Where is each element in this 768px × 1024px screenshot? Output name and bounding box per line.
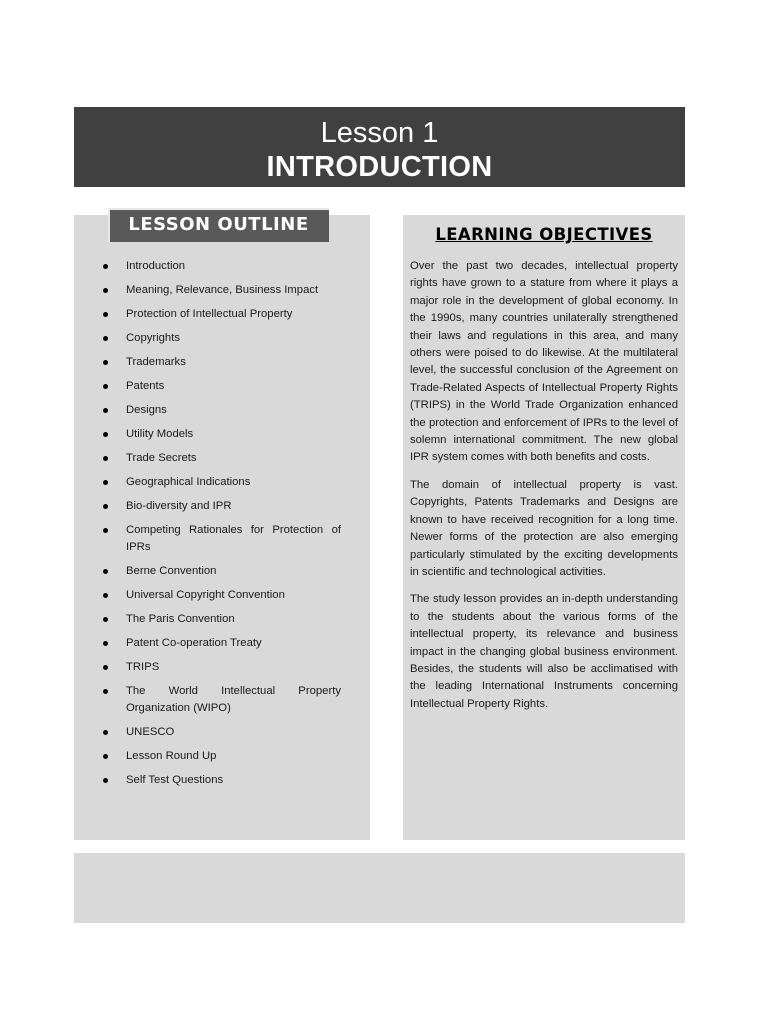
list-item: Self Test Questions (100, 772, 341, 789)
bullet-icon (103, 312, 108, 317)
lesson-title: INTRODUCTION (266, 151, 493, 183)
list-item: Designs (100, 402, 341, 419)
list-item: Patent Co-operation Treaty (100, 635, 341, 652)
list-item: Trademarks (100, 354, 341, 371)
lesson-number: Lesson 1 (320, 117, 439, 149)
bullet-icon (103, 641, 108, 646)
list-item: Protection of Intellectual Property (100, 306, 341, 323)
list-item: Utility Models (100, 426, 341, 443)
bullet-icon (103, 480, 108, 485)
list-item: Competing Rationales for Protection of IPRs (100, 522, 341, 556)
objectives-paragraph: Over the past two decades, intellectual property rights have grown to a stature from where it plays a major role in the development of global economy. In the 1990s, many countries unilaterally strengthened their laws and regulations in this area, and many others were poised to do likewise. At the multilateral level, the successful conclusion of the Agreement on Trade-Related Aspects of Intellectual Property Rights (TRIPS) in the World Trade Organization enhanced the protection and enforcement of IPRs to the level of solemn international commitment. The new global IPR system comes with both benefits and costs. (410, 260, 678, 464)
objectives-paragraph: The domain of intellectual property is vast. Copyrights, Patents Trademarks and Designs are known to have received recognition for a long time. Newer forms of the protection are also emerging particularly stimulated by the exciting developments in scientific and technological activities. (410, 478, 678, 578)
bullet-icon (103, 665, 108, 670)
objectives-paragraph: The study lesson provides an in-depth understanding to the students about the various forms of the intellectual property, its relevance and business impact in the changing global business environment. Besides, the students will also be acclimatised with the leading International Instruments concerning Intellectual Property Rights. (410, 593, 678, 710)
list-item: Bio-diversity and IPR (100, 498, 341, 515)
list-item: UNESCO (100, 724, 341, 741)
learning-objectives-heading: LEARNING OBJECTIVES (435, 225, 653, 244)
list-item: Universal Copyright Convention (100, 587, 341, 604)
bullet-icon (103, 754, 108, 759)
bullet-icon (103, 336, 108, 341)
bullet-icon (103, 408, 108, 413)
footer-panel (74, 853, 685, 923)
lesson-outline-list (100, 258, 341, 796)
lesson-header-banner (74, 107, 685, 187)
list-item: TRIPS (100, 659, 341, 676)
list-item: Patents (100, 378, 341, 395)
list-item: Meaning, Relevance, Business Impact (100, 282, 341, 299)
bullet-icon (103, 617, 108, 622)
bullet-icon (103, 528, 108, 533)
bullet-icon (103, 288, 108, 293)
bullet-icon (103, 730, 108, 735)
bullet-icon (103, 360, 108, 365)
list-item: Berne Convention (100, 563, 341, 580)
bullet-icon (103, 778, 108, 783)
list-item: The World Intellectual Property Organization (WIPO) (100, 683, 341, 717)
list-item: The Paris Convention (100, 611, 341, 628)
bullet-icon (103, 432, 108, 437)
bullet-icon (103, 689, 108, 694)
bullet-icon (103, 384, 108, 389)
bullet-icon (103, 593, 108, 598)
learning-objectives-body (410, 258, 678, 723)
bullet-icon (103, 569, 108, 574)
list-item: Copyrights (100, 330, 341, 347)
list-item: Introduction (100, 258, 341, 275)
list-item: Geographical Indications (100, 474, 341, 491)
bullet-icon (103, 264, 108, 269)
list-item: Trade Secrets (100, 450, 341, 467)
lesson-outline-heading: LESSON OUTLINE (108, 208, 329, 242)
bullet-icon (103, 504, 108, 509)
bullet-icon (103, 456, 108, 461)
list-item: Lesson Round Up (100, 748, 341, 765)
